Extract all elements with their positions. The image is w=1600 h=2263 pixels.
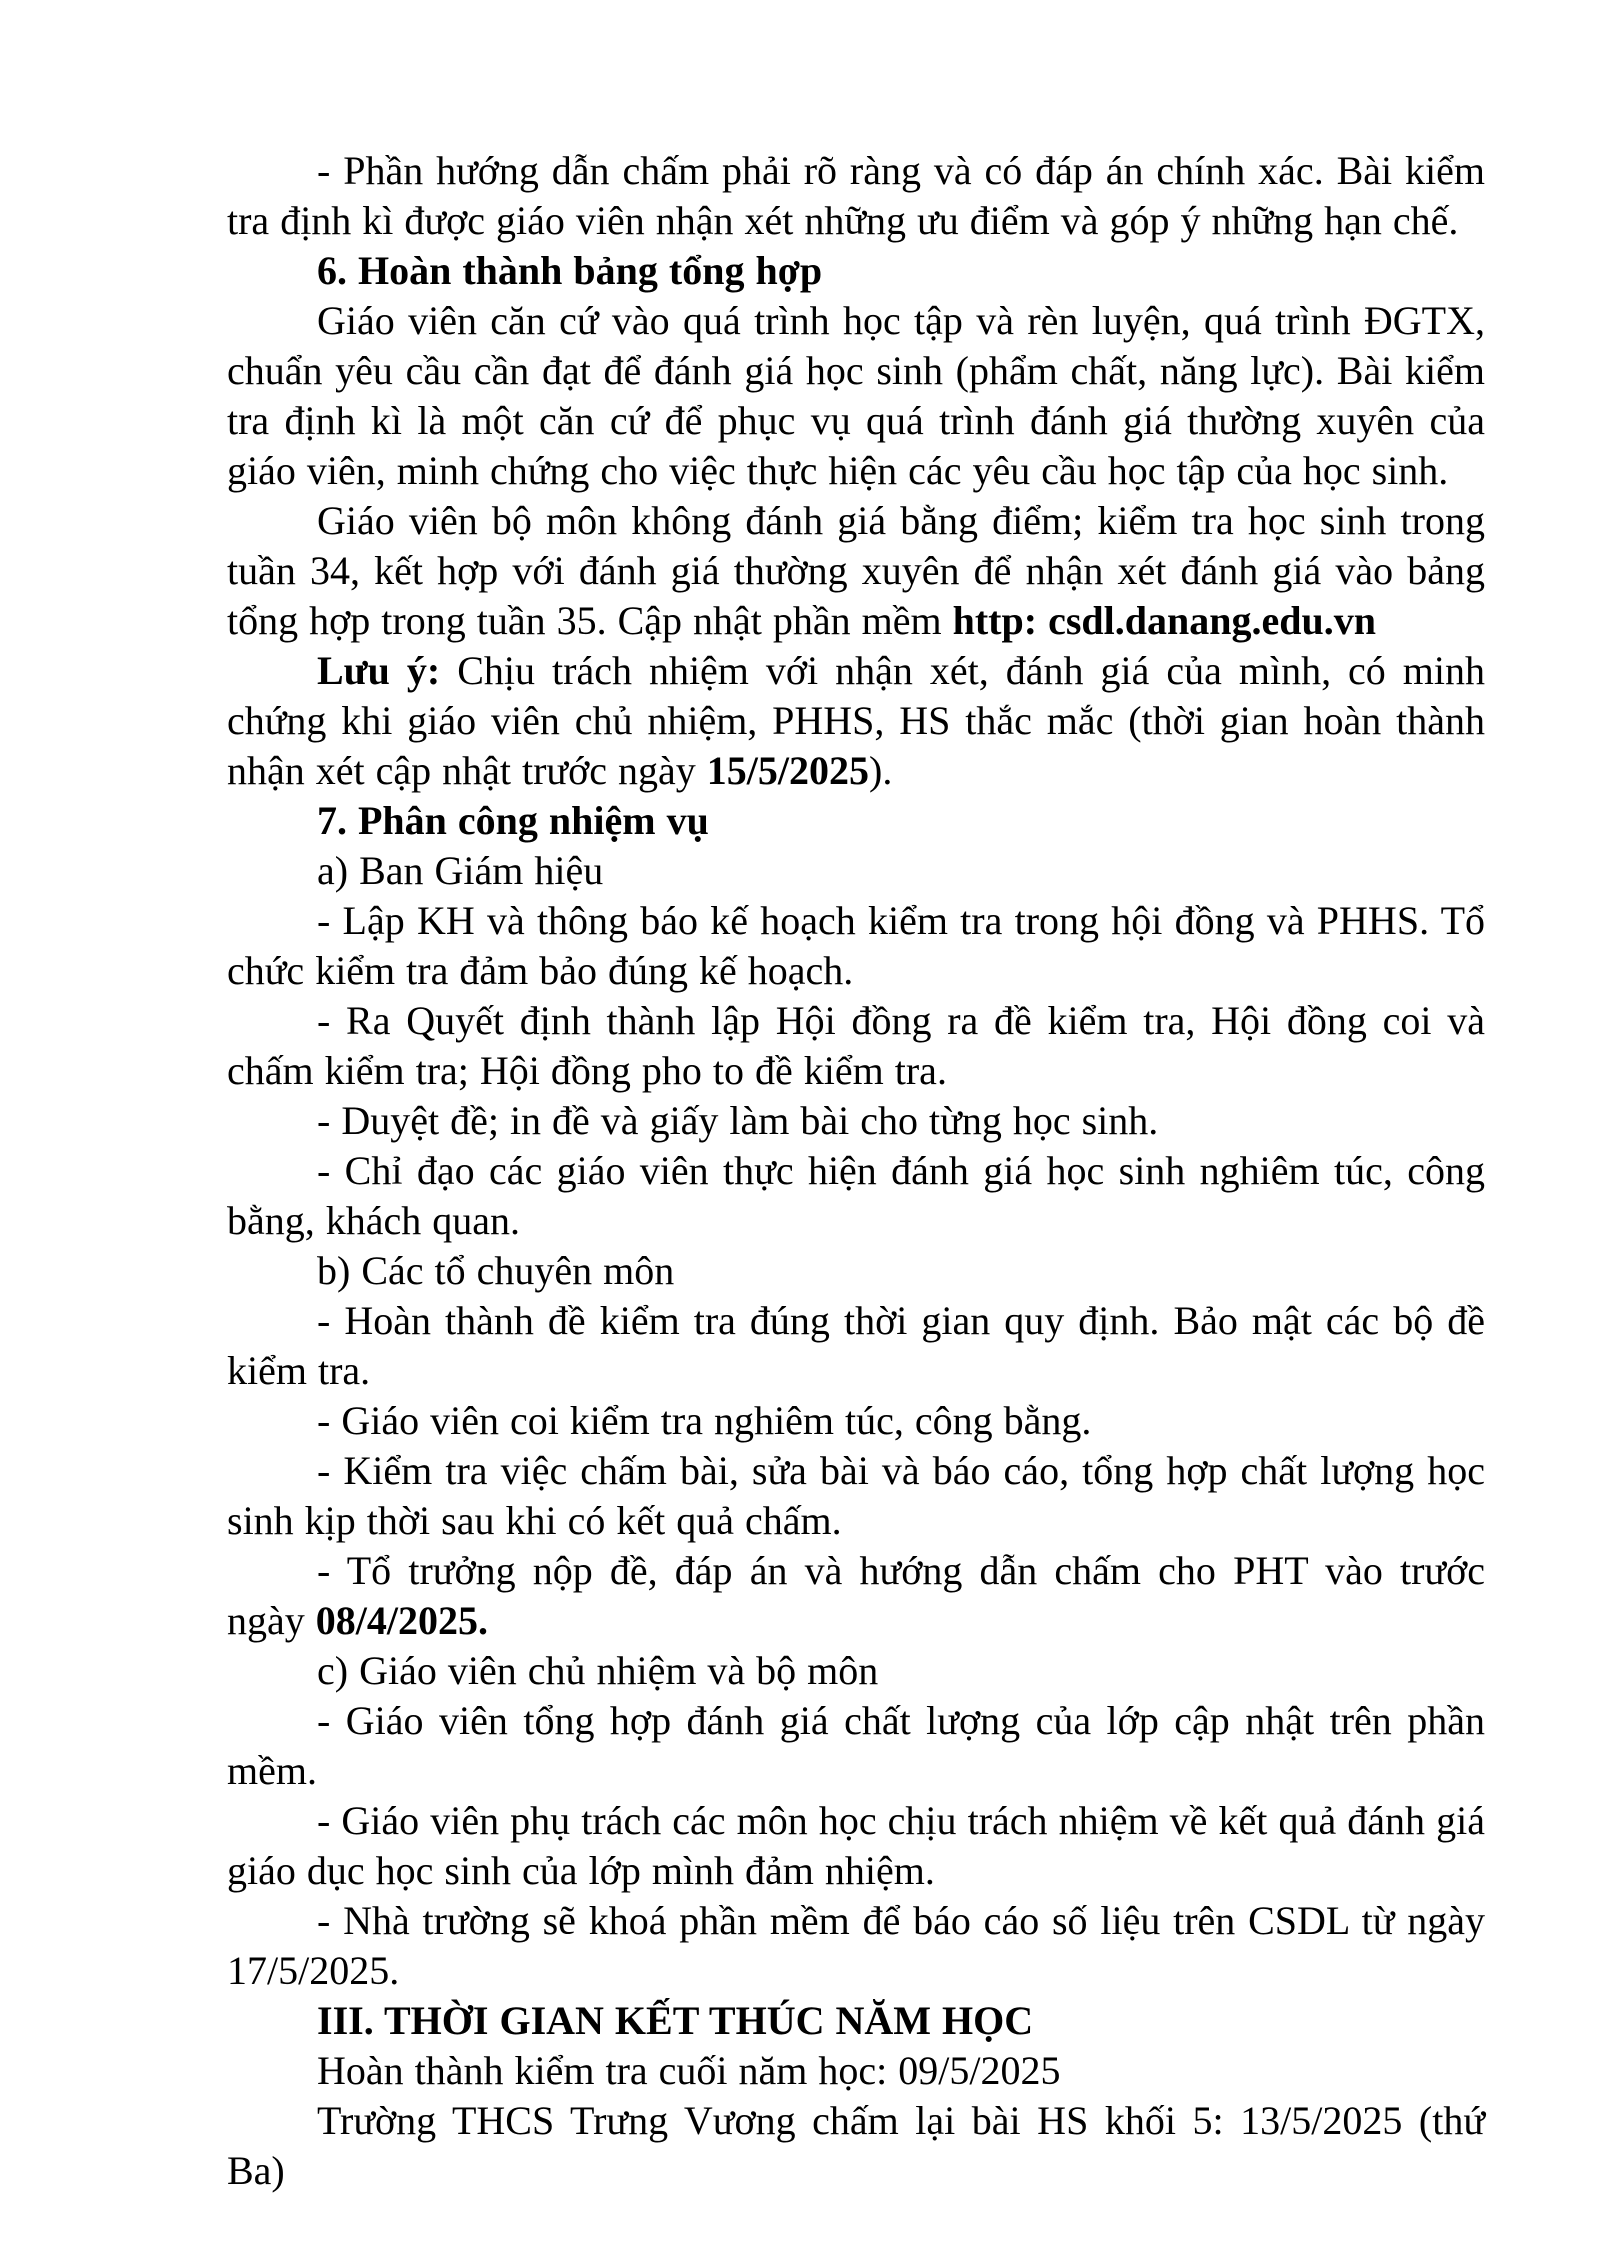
- document-body: [227, 146, 1485, 2196]
- item-duyet-de: [227, 1096, 1485, 1146]
- item-to-truong-nop-de: [227, 1546, 1485, 1646]
- text-run-bold: 7. Phân công nhiệm vụ: [317, 798, 709, 843]
- item-b-cac-to-chuyen-mon: [227, 1246, 1485, 1296]
- line-truong-thcs-trung-vuong-cham-lai: [227, 2096, 1485, 2196]
- item-chi-dao-giao-vien: [227, 1146, 1485, 1246]
- text-run: - Tổ trưởng nộp đề, đáp án và hướng dẫn chấm cho PHT vào trước ngày: [227, 1548, 1485, 1643]
- text-run-bold: Lưu ý:: [317, 648, 441, 693]
- para-giao-vien-can-cu: [227, 296, 1485, 496]
- text-run: - Lập KH và thông báo kế hoạch kiểm tra trong hội đồng và PHHS. Tổ chức kiểm tra đảm bảo đúng kế hoạch.: [227, 898, 1485, 993]
- text-run: - Kiểm tra việc chấm bài, sửa bài và báo cáo, tổng hợp chất lượng học sinh kịp thời sau khi có kết quả chấm.: [227, 1448, 1485, 1543]
- para-giao-vien-bo-mon: [227, 496, 1485, 646]
- para-huong-dan-cham: [227, 146, 1485, 246]
- text-run-bold: 6. Hoàn thành bảng tổng hợp: [317, 248, 823, 293]
- text-run: ).: [869, 748, 893, 793]
- text-run: - Ra Quyết định thành lập Hội đồng ra đề kiểm tra, Hội đồng coi và chấm kiểm tra; Hội đồng pho to đề kiểm tra.: [227, 998, 1485, 1093]
- text-run-bold: III. THỜI GIAN KẾT THÚC NĂM HỌC: [317, 1998, 1034, 2043]
- item-nha-truong-khoa-phan-mem: [227, 1896, 1485, 1996]
- item-lap-kh-thong-bao: [227, 896, 1485, 996]
- text-run: - Giáo viên tổng hợp đánh giá chất lượng của lớp cập nhật trên phần mềm.: [227, 1698, 1485, 1793]
- text-run-bold: http: csdl.danang.edu.vn: [952, 598, 1376, 643]
- item-gv-phu-trach-mon-hoc: [227, 1796, 1485, 1896]
- text-run: - Hoàn thành đề kiểm tra đúng thời gian quy định. Bảo mật các bộ đề kiểm tra.: [227, 1298, 1485, 1393]
- text-run: Chịu trách nhiệm với nhận xét, đánh giá của mình, có minh chứng khi giáo viên chủ nhiệm, PHHS, HS thắc mắc (thời gian hoàn thành nhận xét cập nhật trước ngày: [227, 648, 1486, 793]
- text-run-bold: 15/5/2025: [706, 748, 870, 793]
- item-a-ban-giam-hieu: [227, 846, 1485, 896]
- item-kiem-tra-viec-cham-bai: [227, 1446, 1485, 1546]
- text-run: - Chỉ đạo các giáo viên thực hiện đánh giá học sinh nghiêm túc, công bằng, khách quan.: [227, 1148, 1485, 1243]
- text-run: - Giáo viên coi kiểm tra nghiêm túc, công bằng.: [317, 1398, 1092, 1443]
- text-run: c) Giáo viên chủ nhiệm và bộ môn: [317, 1648, 879, 1693]
- text-run: Giáo viên căn cứ vào quá trình học tập và rèn luyện, quá trình ĐGTX, chuẩn yêu cầu cần đạt để đánh giá học sinh (phẩm chất, năng lực). Bài kiểm tra định kì là một căn cứ để phục vụ quá trình đánh giá thường xuyên của giáo viên, minh chứng cho việc thực hiện các yêu cầu học tập của học sinh.: [227, 298, 1485, 493]
- text-run: - Phần hướng dẫn chấm phải rõ ràng và có đáp án chính xác. Bài kiểm tra định kì được giáo viên nhận xét những ưu điểm và góp ý những hạn chế.: [227, 148, 1485, 243]
- text-run: a) Ban Giám hiệu: [317, 848, 604, 893]
- text-run: Hoàn thành kiểm tra cuối năm học: 09/5/2025: [317, 2048, 1061, 2093]
- line-hoan-thanh-kiem-tra-cuoi-nam: [227, 2046, 1485, 2096]
- item-giao-vien-coi-kiem-tra: [227, 1396, 1485, 1446]
- text-run: - Duyệt đề; in đề và giấy làm bài cho từng học sinh.: [317, 1098, 1159, 1143]
- text-run: b) Các tổ chuyên môn: [317, 1248, 675, 1293]
- para-luu-y: [227, 646, 1485, 796]
- item-c-giao-vien-chu-nhiem: [227, 1646, 1485, 1696]
- heading-iii-thoi-gian-ket-thuc-nam-hoc: [227, 1996, 1485, 2046]
- item-gv-tong-hop-danh-gia: [227, 1696, 1485, 1796]
- text-run: - Giáo viên phụ trách các môn học chịu trách nhiệm về kết quả đánh giá giáo dục học sinh của lớp mình đảm nhiệm.: [227, 1798, 1485, 1893]
- item-hoan-thanh-de-kiem-tra: [227, 1296, 1485, 1396]
- text-run: - Nhà trường sẽ khoá phần mềm để báo cáo số liệu trên CSDL từ ngày 17/5/2025.: [227, 1898, 1485, 1993]
- text-run: Giáo viên bộ môn không đánh giá bằng điểm; kiểm tra học sinh trong tuần 34, kết hợp với đánh giá thường xuyên để nhận xét đánh giá vào bảng tổng hợp trong tuần 35. Cập nhật phần mềm: [227, 498, 1485, 643]
- text-run: Trường THCS Trưng Vương chấm lại bài HS khối 5: 13/5/2025 (thứ Ba): [227, 2098, 1485, 2193]
- text-run-bold: 08/4/2025.: [315, 1598, 488, 1643]
- item-ra-quyet-dinh: [227, 996, 1485, 1096]
- heading-6-hoan-thanh-bang-tong-hop: [227, 246, 1485, 296]
- heading-7-phan-cong-nhiem-vu: [227, 796, 1485, 846]
